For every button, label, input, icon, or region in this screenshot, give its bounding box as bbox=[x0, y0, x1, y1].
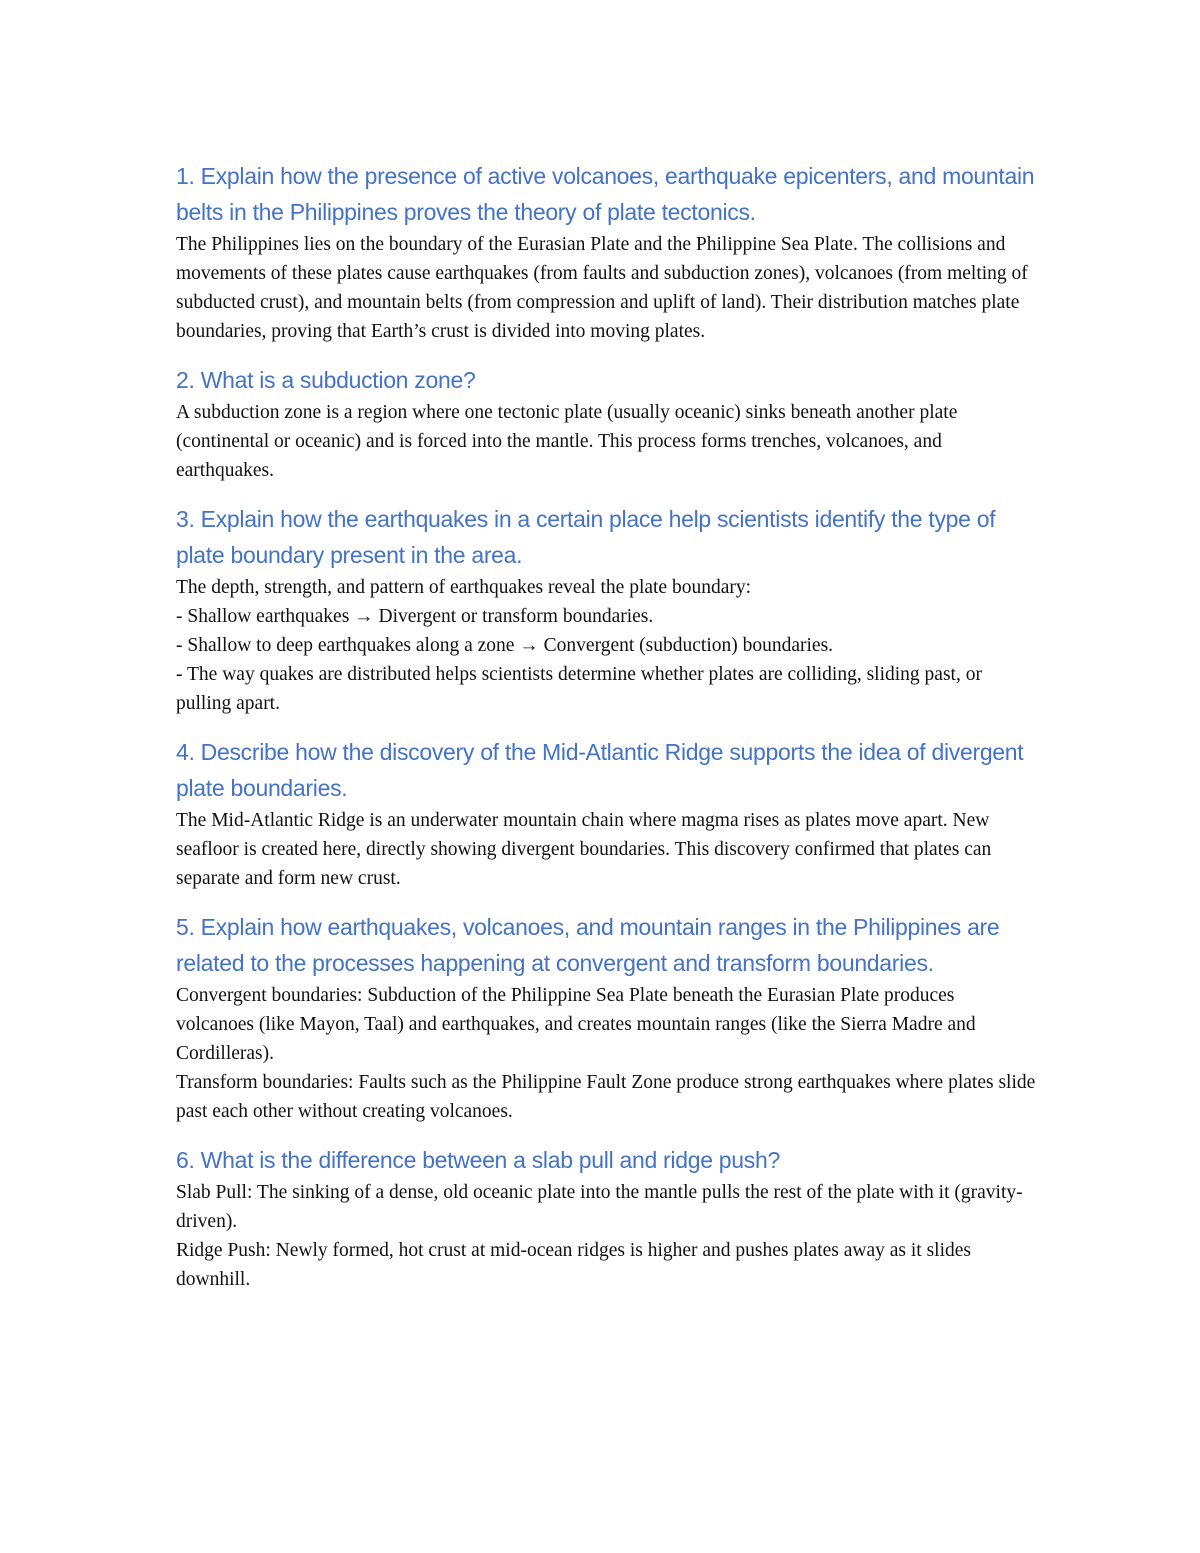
question-2-heading: 2. What is a subduction zone? bbox=[176, 367, 476, 393]
answer-3-paragraph-1: The depth, strength, and pattern of earthquakes reveal the plate boundary: bbox=[176, 577, 752, 598]
document-page bbox=[176, 158, 1036, 1310]
answer-5-paragraph-1: Convergent boundaries: Subduction of the Philippine Sea Plate beneath the Eurasian Plate produces volcanoes (like Mayon, Taal) and earthquakes, and creates mountain ranges (like the Sierra Madre and Cordilleras). bbox=[176, 985, 976, 1064]
answer-6 bbox=[176, 1178, 1036, 1294]
question-1-heading: 1. Explain how the presence of active volcanoes, earthquake epicenters, and mountain belts in the Philippines proves the theory of plate tectonics. bbox=[176, 163, 1035, 225]
question-3-heading: 3. Explain how the earthquakes in a certain place help scientists identify the type of plate boundary present in the area. bbox=[176, 506, 996, 568]
answer-4-paragraph-1: The Mid-Atlantic Ridge is an underwater mountain chain where magma rises as plates move apart. New seafloor is created here, directly showing divergent boundaries. This discovery confirmed that plates can separate and form new crust. bbox=[176, 810, 992, 889]
section-3 bbox=[176, 501, 1036, 718]
answer-3-paragraph-2: - Shallow earthquakes → Divergent or transform boundaries. bbox=[176, 606, 654, 627]
answer-5 bbox=[176, 981, 1036, 1126]
answer-1-paragraph-1: The Philippines lies on the boundary of the Eurasian Plate and the Philippine Sea Plate. The collisions and movements of these plates cause earthquakes (from faults and subduction zones), volcanoes (from melting of subducted crust), and mountain belts (from compression and uplift of land). Their distribution matches plate boundaries, proving that Earth’s crust is divided into moving plates. bbox=[176, 234, 1028, 342]
answer-5-paragraph-2: Transform boundaries: Faults such as the Philippine Fault Zone produce strong earthquakes where plates slide past each other without creating volcanoes. bbox=[176, 1072, 1036, 1122]
answer-3 bbox=[176, 573, 1036, 718]
section-1 bbox=[176, 158, 1036, 346]
answer-3-paragraph-3: - Shallow to deep earthquakes along a zone → Convergent (subduction) boundaries. bbox=[176, 635, 834, 656]
section-6 bbox=[176, 1142, 1036, 1294]
answer-4 bbox=[176, 806, 1036, 893]
question-6-heading: 6. What is the difference between a slab pull and ridge push? bbox=[176, 1147, 780, 1173]
question-5-heading: 5. Explain how earthquakes, volcanoes, and mountain ranges in the Philippines are related to the processes happening at convergent and transform boundaries. bbox=[176, 914, 1000, 976]
answer-3-paragraph-4: - The way quakes are distributed helps scientists determine whether plates are colliding, sliding past, or pulling apart. bbox=[176, 664, 982, 714]
section-5 bbox=[176, 909, 1036, 1126]
answer-2-paragraph-1: A subduction zone is a region where one tectonic plate (usually oceanic) sinks beneath another plate (continental or oceanic) and is forced into the mantle. This process forms trenches, volcanoes, and earthquakes. bbox=[176, 402, 958, 481]
answer-2 bbox=[176, 398, 1036, 485]
section-2 bbox=[176, 362, 1036, 485]
answer-6-paragraph-2: Ridge Push: Newly formed, hot crust at mid-ocean ridges is higher and pushes plates away as it slides downhill. bbox=[176, 1240, 972, 1290]
answer-6-paragraph-1: Slab Pull: The sinking of a dense, old oceanic plate into the mantle pulls the rest of the plate with it (gravity-driven). bbox=[176, 1182, 1023, 1232]
question-4-heading: 4. Describe how the discovery of the Mid-Atlantic Ridge supports the idea of divergent plate boundaries. bbox=[176, 739, 1024, 801]
section-4 bbox=[176, 734, 1036, 893]
answer-1 bbox=[176, 230, 1036, 346]
